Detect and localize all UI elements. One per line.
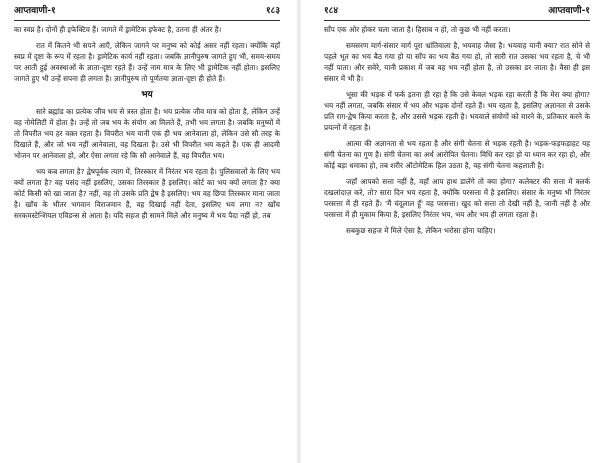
paragraph: आत्मा की अज्ञानता से भय रहता है और संगी चेतना से भड़क रहती है। भड़क-फड़फड़ाहट यह संगी चेतना का गुण है। संगी चेतना का अर्थ आरोपित चेतना। विधि कर रहा हो या ध्यान कर रहा हो, और कोई बड़ा धमाका हो, तब शरीर ऑटोमेटिक हिल उठता है, वह संगी चेतना कहलाती है। (324, 139, 590, 170)
paragraph: भय कब लगता है? द्वेषपूर्वक त्याग में, तिरस्कार में निरंतर भय रहता है। पुलिसवालों के लिए भय क्यों लगता है? वह पसंद नहीं इसलिए, उसका तिरस्कार है इसलिए। कोर्ट का भय क्यों लगता है? क्या कोर्ट किसी को खा जाता है? नहीं, वह तो उसके प्रति द्वेष है इसलिए। भय वह छिपा तिरस्कार माना जाता है। खाँच के भीतर भगवान विराजमान हैं, वह दिखाई नहीं देता, इसलिए भय लगा न? खाँच सरकमस्टेन्शियल एविडन्स से आता है। यदि सहज ही सामने मिले और मनुष्य में भय पैदा नहीं हो, तब (14, 167, 280, 220)
page-number: १८४ (324, 6, 339, 16)
header-rule (324, 20, 590, 21)
left-page-body (14, 24, 280, 463)
right-page-header (324, 4, 590, 18)
paragraph: सबकुछ सहज में मिले ऐसा है, लेकिन भरोसा होना चाहिए। (346, 226, 496, 235)
paragraph: रात में कितने भी सपने आएँ, लेकिन जागने पर मनुष्य को कोई असर नहीं रहता। क्योंकि वहाँ स्वप्न में दृष्टा के रूप में रहता है। ड्रामेटिक कार्य नहीं रहता। जबकि ज्ञानीपुरुष जागते हुए भी, समय-समय पर आती हुई अवस्थाओं के ज्ञाता-दृष्टा रहते हैं। उन्हें नाम मात्र के लिए भी ड्रामेटिक नहीं होता। इसलिए जागते हुए भी उन्हें सपना ही लगता है। ज्ञानीपुरुष तो पूर्णतया ज्ञाता-दृष्टा ही होते हैं। (14, 41, 280, 83)
paragraph: सारे ब्रह्मांड का प्रत्येक जीव भय से त्रस्त होता है। भय प्रत्येक जीव मात्र को होता है, लेकिन उन्हें वह नोमेलिटी में होता है। उन्हें तो जब भय के संयोग आ मिलते हैं, तभी भय लगता है। जबकि मनुष्यों में तो विपरीत भय हर वक़्त रहता है। विपरीत भय यानी एक ही भय आनेवाला हो, लेकिन उसे सौ तरह के दिखाते हैं, और जो भय नहीं आनेवाला, वह दिखता है। उसे भी विपरीत भय कहते हैं। एक ही आदमी भोजन पर आनेवाला हो, और ऐसा लगता रहे कि सौ आनेवाले हैं, वह विपरीत भय। (14, 107, 280, 160)
right-page-body (324, 24, 590, 463)
right-page (310, 0, 600, 463)
book-gutter (296, 0, 302, 463)
left-page (0, 0, 290, 463)
header-rule (14, 20, 280, 21)
paragraph: जहाँ आपको सत्ता नहीं है, वहाँ आप हाथ डालेंगे तो क्या होगा? कलेक्टर की सत्ता में क्लर्क दखलांदाज़ करे, तो? सारा दिन भय रहता है, क्योंकि परसत्ता में है इसलिए। संसार के मनुष्य भी निरंतर परसत्ता में ही रहते हैं। 'मैं चंदूलाल हूँ' वह परसत्ता। खुद को सत्ता तो देखी नहीं है, जानी नहीं है और परसत्ता में ही मुकाम किया है, इसलिए निरंतर भय, भय और भय ही लगता रहता है। (324, 177, 590, 219)
running-title: आप्तवाणी-१ (14, 6, 56, 16)
running-title: आप्तवाणी-१ (548, 6, 590, 16)
paragraph: साँप एक ओर होकर चला जाता है। हिसाब न हो, तो कुछ भी नहीं करता। (324, 25, 511, 34)
paragraph: भूसा की भड़क में फर्क इतना ही रहा है कि उसे केवल भड़क रहा करती है कि मेरा क्या होगा? भय नहीं लगता, जबकि संसार में भय और भड़क दोनों रहते हैं। भय रहता है, इसलिए अज्ञानता से उसके प्रति राग-द्वेष किया करता है, और उससे भड़क रहती है। भयवाले संयोगों को मारने के, प्रतिकार करने के प्रयत्नों में रहता है। (324, 90, 590, 132)
page-number: १८३ (265, 6, 280, 16)
section-heading: भय (141, 90, 153, 100)
left-page-header (14, 4, 280, 18)
paragraph: समसरण मार्ग-संसार मार्ग पूरा भ्रांतिवाला है, भयवाह जैसा है। भयवाह यानी क्या? रात सोने से पहले भूत का भय बैठ गया हो या साँप का भय बैठ गया हो, तो सारी रात उसका भय रहता है, चे भी नहीं पाता। और सवेरे, यानी प्रकाश में जब वह भय नहीं होता है, तो उसका डर जाता है। वैसा ही इस संसार में भी है। (324, 41, 590, 83)
paragraph: का स्वप्न है। दोनों ही इफेक्टिव हैं। जागते में ड्रामेटिक इफेक्ट है, उतना ही अंतर है। (14, 25, 222, 34)
